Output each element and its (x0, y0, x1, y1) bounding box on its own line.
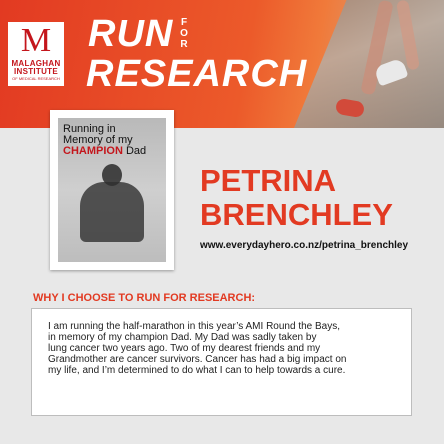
story-box (31, 308, 412, 416)
story-line: I am running the half-marathon in this year’s AMI Round the Bays, (48, 321, 341, 332)
story-text (48, 321, 408, 376)
title-research: RESEARCH (86, 53, 308, 95)
title-for-letter: O (180, 28, 188, 39)
sign-champion-word: CHAMPION (63, 145, 123, 157)
logo-name-line1: MALAGHAN (11, 59, 61, 68)
story-line: lung cancer two years ago. Two of my dearest friends and my (48, 343, 321, 354)
sign-text-line3 (58, 146, 166, 157)
logo-name-line2: INSTITUTE (13, 67, 59, 76)
runner-photo (58, 118, 166, 262)
story-line: my life, and I’m determined to do what I can to help towards a cure. (48, 365, 346, 376)
story-line: in memory of my champion Dad. My Dad was sadly taken by (48, 332, 317, 343)
sign-text-line2: Memory of my (63, 134, 133, 146)
runner-photo-frame (50, 110, 174, 270)
fundraising-link[interactable]: www.everydayhero.co.nz/petrina_brenchley (200, 240, 409, 251)
runner-last-name: BRENCHLEY (200, 197, 393, 232)
title-run: RUN (88, 13, 174, 55)
logo-mark: M (20, 22, 52, 59)
title-for (178, 17, 190, 50)
title-for-letter: R (180, 39, 188, 50)
sign-text-line1: Running in (63, 123, 116, 135)
silhouette-body (80, 182, 144, 242)
header-banner (0, 0, 444, 128)
sign-dad-word: Dad (122, 145, 147, 157)
malaghan-logo (8, 22, 64, 86)
title-for-letter: F (180, 17, 188, 28)
why-heading: WHY I CHOOSE TO RUN FOR RESEARCH: (33, 292, 256, 304)
runner-first-name: PETRINA (200, 163, 337, 198)
story-line: Grandmother are cancer survivors. Cancer has had a big impact on (48, 354, 347, 365)
logo-subtitle: OF MEDICAL RESEARCH (12, 76, 60, 81)
